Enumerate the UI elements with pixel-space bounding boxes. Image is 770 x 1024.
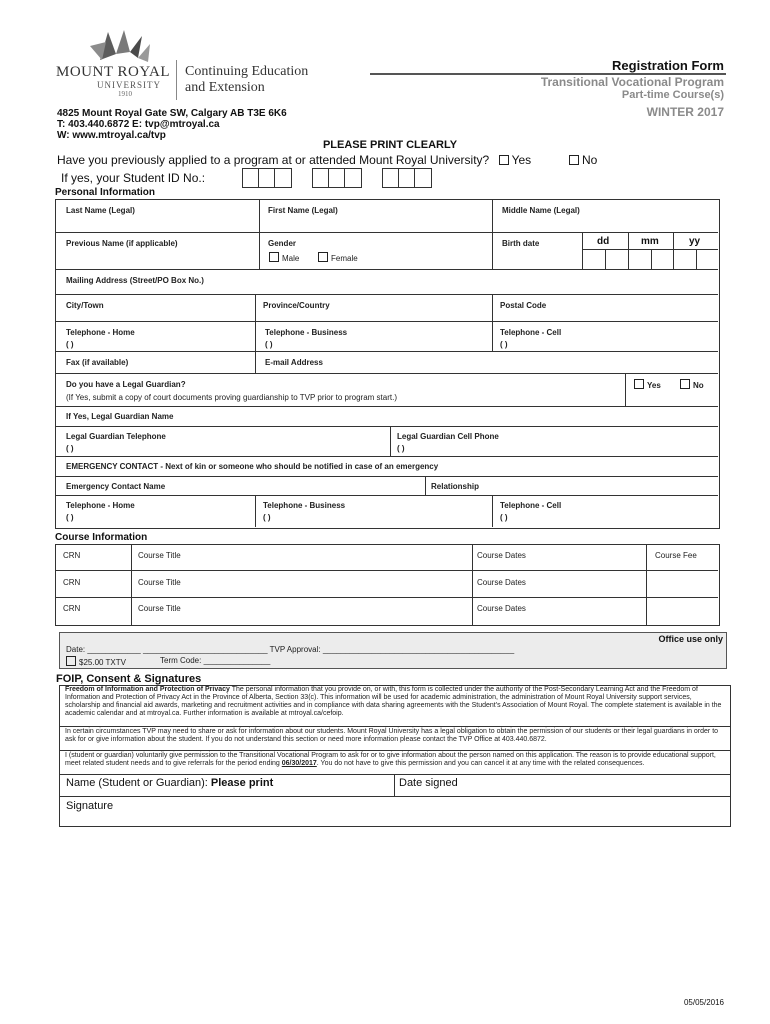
footer-revision-date: 05/05/2016	[683, 998, 724, 1007]
guardian-no-label: No	[693, 381, 704, 390]
row-rule	[55, 294, 718, 295]
row-rule	[55, 597, 718, 598]
name-print-field[interactable]	[66, 777, 273, 789]
guardian-no-option[interactable]	[680, 379, 704, 390]
area-code-paren: ( )	[500, 340, 508, 349]
course-title-field[interactable]: Course Title	[138, 578, 181, 587]
logo-university: UNIVERSITY	[97, 80, 161, 90]
crn-field[interactable]: CRN	[63, 604, 81, 613]
foip-paragraph-3-text-b: . You do not have to give this permission and you can cancel it at any time with the related consequences.	[316, 760, 645, 767]
term-code-field[interactable]: Term Code: _______________	[160, 656, 271, 665]
address-line-2: T: 403.440.6872 E: tvp@mtroyal.ca	[57, 119, 220, 130]
logo-wordmark: MOUNT ROYAL	[56, 64, 170, 80]
guardian-question: Do you have a Legal Guardian?	[66, 380, 186, 389]
foip-paragraph-2: In certain circumstances TVP may need to share or ask for information about our students. Mount Royal University has a legal obligation to obtain the permission of our students or their legal guardians in order to ask for or give information about the student. If you do not understand this section or need more information please contact the TVP Office at 403.440.6872.	[65, 728, 719, 743]
row-rule	[59, 796, 730, 797]
birthdate-rule	[582, 232, 583, 269]
guardian-yes-label: Yes	[647, 381, 661, 390]
row-rule	[55, 321, 718, 322]
relationship-field[interactable]: Relationship	[431, 482, 480, 491]
area-code-paren: ( )	[500, 513, 508, 522]
col-rule	[394, 774, 395, 796]
row-rule	[55, 476, 718, 477]
id-cell-divider	[398, 168, 399, 188]
fax-field[interactable]: Fax (if available)	[66, 358, 129, 367]
row-rule	[55, 406, 718, 407]
birthdate-rule	[651, 249, 652, 269]
birthdate-rule	[582, 249, 718, 250]
office-fee-label: $25.00 TXTV	[79, 658, 126, 667]
program-subtitle: Part-time Course(s)	[621, 89, 724, 101]
col-rule	[425, 476, 426, 495]
row-rule	[55, 426, 718, 427]
birthdate-rule	[628, 232, 629, 269]
col-rule	[255, 294, 256, 373]
guardian-telephone-field[interactable]: Legal Guardian Telephone	[66, 432, 166, 441]
consent-end-date: 06/30/2017	[281, 760, 317, 767]
personal-info-heading: Personal Information	[55, 187, 156, 198]
row-rule	[55, 456, 718, 457]
col-rule	[492, 294, 493, 351]
gender-male-label: Male	[282, 254, 300, 263]
foip-paragraph-1-text: The personal information that you provide on, or with, this form is collected under the authority of the Post-Secondary Learning Act and the Freedom of Information and Protection of Privacy Act in the Province of Alberta, Section 33(c). This information will be used for academic administration, the administration of Mount Royal University support services, scholarship and financial aid awards, marketing and recruitment activities and in compliance with data sharing agreements with the Student's Association of Mount Royal. The complete statement is available in the academic calendar and at mtroyal.ca. Further information is available at mtroyal.ca/cefoip.	[65, 686, 722, 717]
row-rule	[55, 232, 718, 233]
previous-no-label: No	[582, 153, 598, 167]
col-rule	[492, 495, 493, 527]
course-dates-field[interactable]: Course Dates	[477, 604, 526, 613]
birth-date-label: Birth date	[502, 239, 540, 248]
birth-day-label: dd	[597, 236, 610, 247]
telephone-business-field[interactable]: Telephone - Business	[265, 328, 348, 337]
id-cell-divider	[258, 168, 259, 188]
foip-paragraph-3-text-a: I (student or guardian) voluntarily give permission to the Transitional Vocational Program to ask for or to give information about the person named on this application. The reason is to provide educational support, meet related student needs and to give referrals for the period ending	[65, 752, 716, 767]
gender-label: Gender	[268, 239, 297, 248]
checkbox-icon[interactable]	[569, 155, 579, 165]
office-fee-option[interactable]	[66, 656, 126, 667]
id-cell-divider	[414, 168, 415, 188]
telephone-cell-field[interactable]: Telephone - Cell	[500, 328, 562, 337]
area-code-paren: ( )	[265, 340, 273, 349]
city-field[interactable]: City/Town	[66, 301, 104, 310]
emergency-telephone-home-field[interactable]: Telephone - Home	[66, 501, 135, 510]
previous-attendance-label: Have you previously applied to a program at or attended Mount Royal University?	[57, 153, 490, 167]
checkbox-icon[interactable]	[318, 252, 328, 262]
row-rule	[59, 726, 730, 727]
gender-female-option[interactable]	[318, 252, 358, 263]
emergency-name-field[interactable]: Emergency Contact Name	[66, 482, 166, 491]
course-dates-field[interactable]: Course Dates	[477, 578, 526, 587]
signature-field[interactable]: Signature	[66, 800, 114, 812]
student-id-label: If yes, your Student ID No.:	[61, 171, 206, 185]
previous-name-field[interactable]: Previous Name (if applicable)	[66, 239, 178, 248]
foip-heading: FOIP, Consent & Signatures	[56, 673, 202, 685]
guardian-yes-option[interactable]	[634, 379, 661, 390]
office-date-line[interactable]: Date: ____________ ____________________________ TVP Approval: ___________________________________________	[66, 645, 515, 654]
program-name: Transitional Vocational Program	[540, 75, 724, 89]
crn-field[interactable]: CRN	[63, 578, 81, 587]
birth-year-label: yy	[689, 236, 701, 247]
area-code-paren: ( )	[66, 340, 74, 349]
col-rule	[492, 199, 493, 269]
address-line-1: 4825 Mount Royal Gate SW, Calgary AB T3E 6K6	[57, 108, 287, 119]
logo-year: 1910	[118, 90, 132, 98]
col-rule	[646, 544, 647, 625]
course-info-heading: Course Information	[55, 532, 148, 543]
emergency-contact-header: EMERGENCY CONTACT - Next of kin or someone who should be notified in case of an emergency	[66, 462, 439, 471]
course-title-field[interactable]: Course Title	[138, 604, 181, 613]
telephone-home-field[interactable]: Telephone - Home	[66, 328, 135, 337]
birth-month-label: mm	[641, 236, 659, 247]
checkbox-icon[interactable]	[680, 379, 690, 389]
date-signed-field[interactable]: Date signed	[399, 777, 458, 789]
guardian-cell-field[interactable]: Legal Guardian Cell Phone	[397, 432, 499, 441]
first-name-field[interactable]: First Name (Legal)	[268, 206, 338, 215]
logo-ce-line1: Continuing Education	[185, 64, 309, 79]
foip-paragraph-3	[65, 752, 725, 768]
emergency-telephone-cell-field[interactable]: Telephone - Cell	[500, 501, 562, 510]
previous-no-option[interactable]	[569, 153, 597, 167]
logo-ce-line2: and Extension	[185, 80, 265, 95]
row-rule	[59, 750, 730, 751]
please-print-label: Please print	[210, 777, 274, 789]
foip-paragraph-1	[65, 686, 725, 718]
guardian-note: (If Yes, submit a copy of court documents proving guardianship to TVP prior to program start.)	[66, 393, 397, 402]
emergency-telephone-business-field[interactable]: Telephone - Business	[263, 501, 346, 510]
form-title: Registration Form	[612, 58, 724, 73]
crn-field[interactable]: CRN	[63, 551, 81, 560]
student-id-group-3[interactable]	[382, 168, 432, 188]
email-field[interactable]: E-mail Address	[265, 358, 323, 367]
id-cell-divider	[344, 168, 345, 188]
checkbox-icon[interactable]	[634, 379, 644, 389]
birthdate-rule	[673, 232, 674, 269]
address-line-3: W: www.mtroyal.ca/tvp	[57, 130, 166, 141]
foip-paragraph-1-heading: Freedom of Information and Protection of Privacy	[65, 686, 230, 693]
middle-name-field[interactable]: Middle Name (Legal)	[502, 206, 580, 215]
student-id-group-1[interactable]	[242, 168, 292, 188]
student-id-group-2[interactable]	[312, 168, 362, 188]
term-label: WINTER 2017	[646, 105, 724, 119]
col-rule	[625, 373, 626, 406]
birthdate-rule	[605, 249, 606, 269]
col-rule	[131, 544, 132, 625]
name-print-label: Name (Student or Guardian):	[66, 777, 211, 789]
print-clearly-notice: PLEASE PRINT CLEARLY	[322, 139, 458, 151]
previous-yes-option[interactable]	[499, 153, 532, 167]
mailing-address-field[interactable]: Mailing Address (Street/PO Box No.)	[66, 276, 204, 285]
office-use-heading: Office use only	[658, 634, 723, 644]
row-rule	[55, 351, 718, 352]
course-dates-field[interactable]: Course Dates	[477, 551, 526, 560]
row-rule	[55, 495, 718, 496]
row-rule	[55, 373, 718, 374]
gender-male-option[interactable]	[269, 252, 299, 263]
postal-code-field[interactable]: Postal Code	[500, 301, 547, 310]
course-fee-field[interactable]: Course Fee	[655, 551, 697, 560]
logo-divider	[176, 60, 177, 100]
col-rule	[259, 199, 260, 269]
area-code-paren: ( )	[263, 513, 271, 522]
last-name-field[interactable]: Last Name (Legal)	[66, 206, 135, 215]
col-rule	[255, 495, 256, 527]
col-rule	[472, 544, 473, 625]
row-rule	[55, 269, 718, 270]
area-code-paren: ( )	[397, 444, 405, 453]
area-code-paren: ( )	[66, 513, 74, 522]
checkbox-icon[interactable]	[499, 155, 509, 165]
logo-continuing-education	[185, 64, 308, 96]
row-rule	[55, 570, 718, 571]
previous-yes-label: Yes	[511, 153, 532, 167]
id-cell-divider	[274, 168, 275, 188]
mru-logo-mark-icon	[76, 30, 166, 66]
course-title-field[interactable]: Course Title	[138, 551, 181, 560]
gender-female-label: Female	[331, 254, 358, 263]
birthdate-rule	[696, 249, 697, 269]
previous-attendance-question	[57, 153, 531, 167]
area-code-paren: ( )	[66, 444, 74, 453]
checkbox-icon[interactable]	[269, 252, 279, 262]
guardian-name-field[interactable]: If Yes, Legal Guardian Name	[66, 412, 174, 421]
col-rule	[390, 426, 391, 456]
checkbox-icon[interactable]	[66, 656, 76, 666]
province-field[interactable]: Province/Country	[263, 301, 330, 310]
id-cell-divider	[328, 168, 329, 188]
